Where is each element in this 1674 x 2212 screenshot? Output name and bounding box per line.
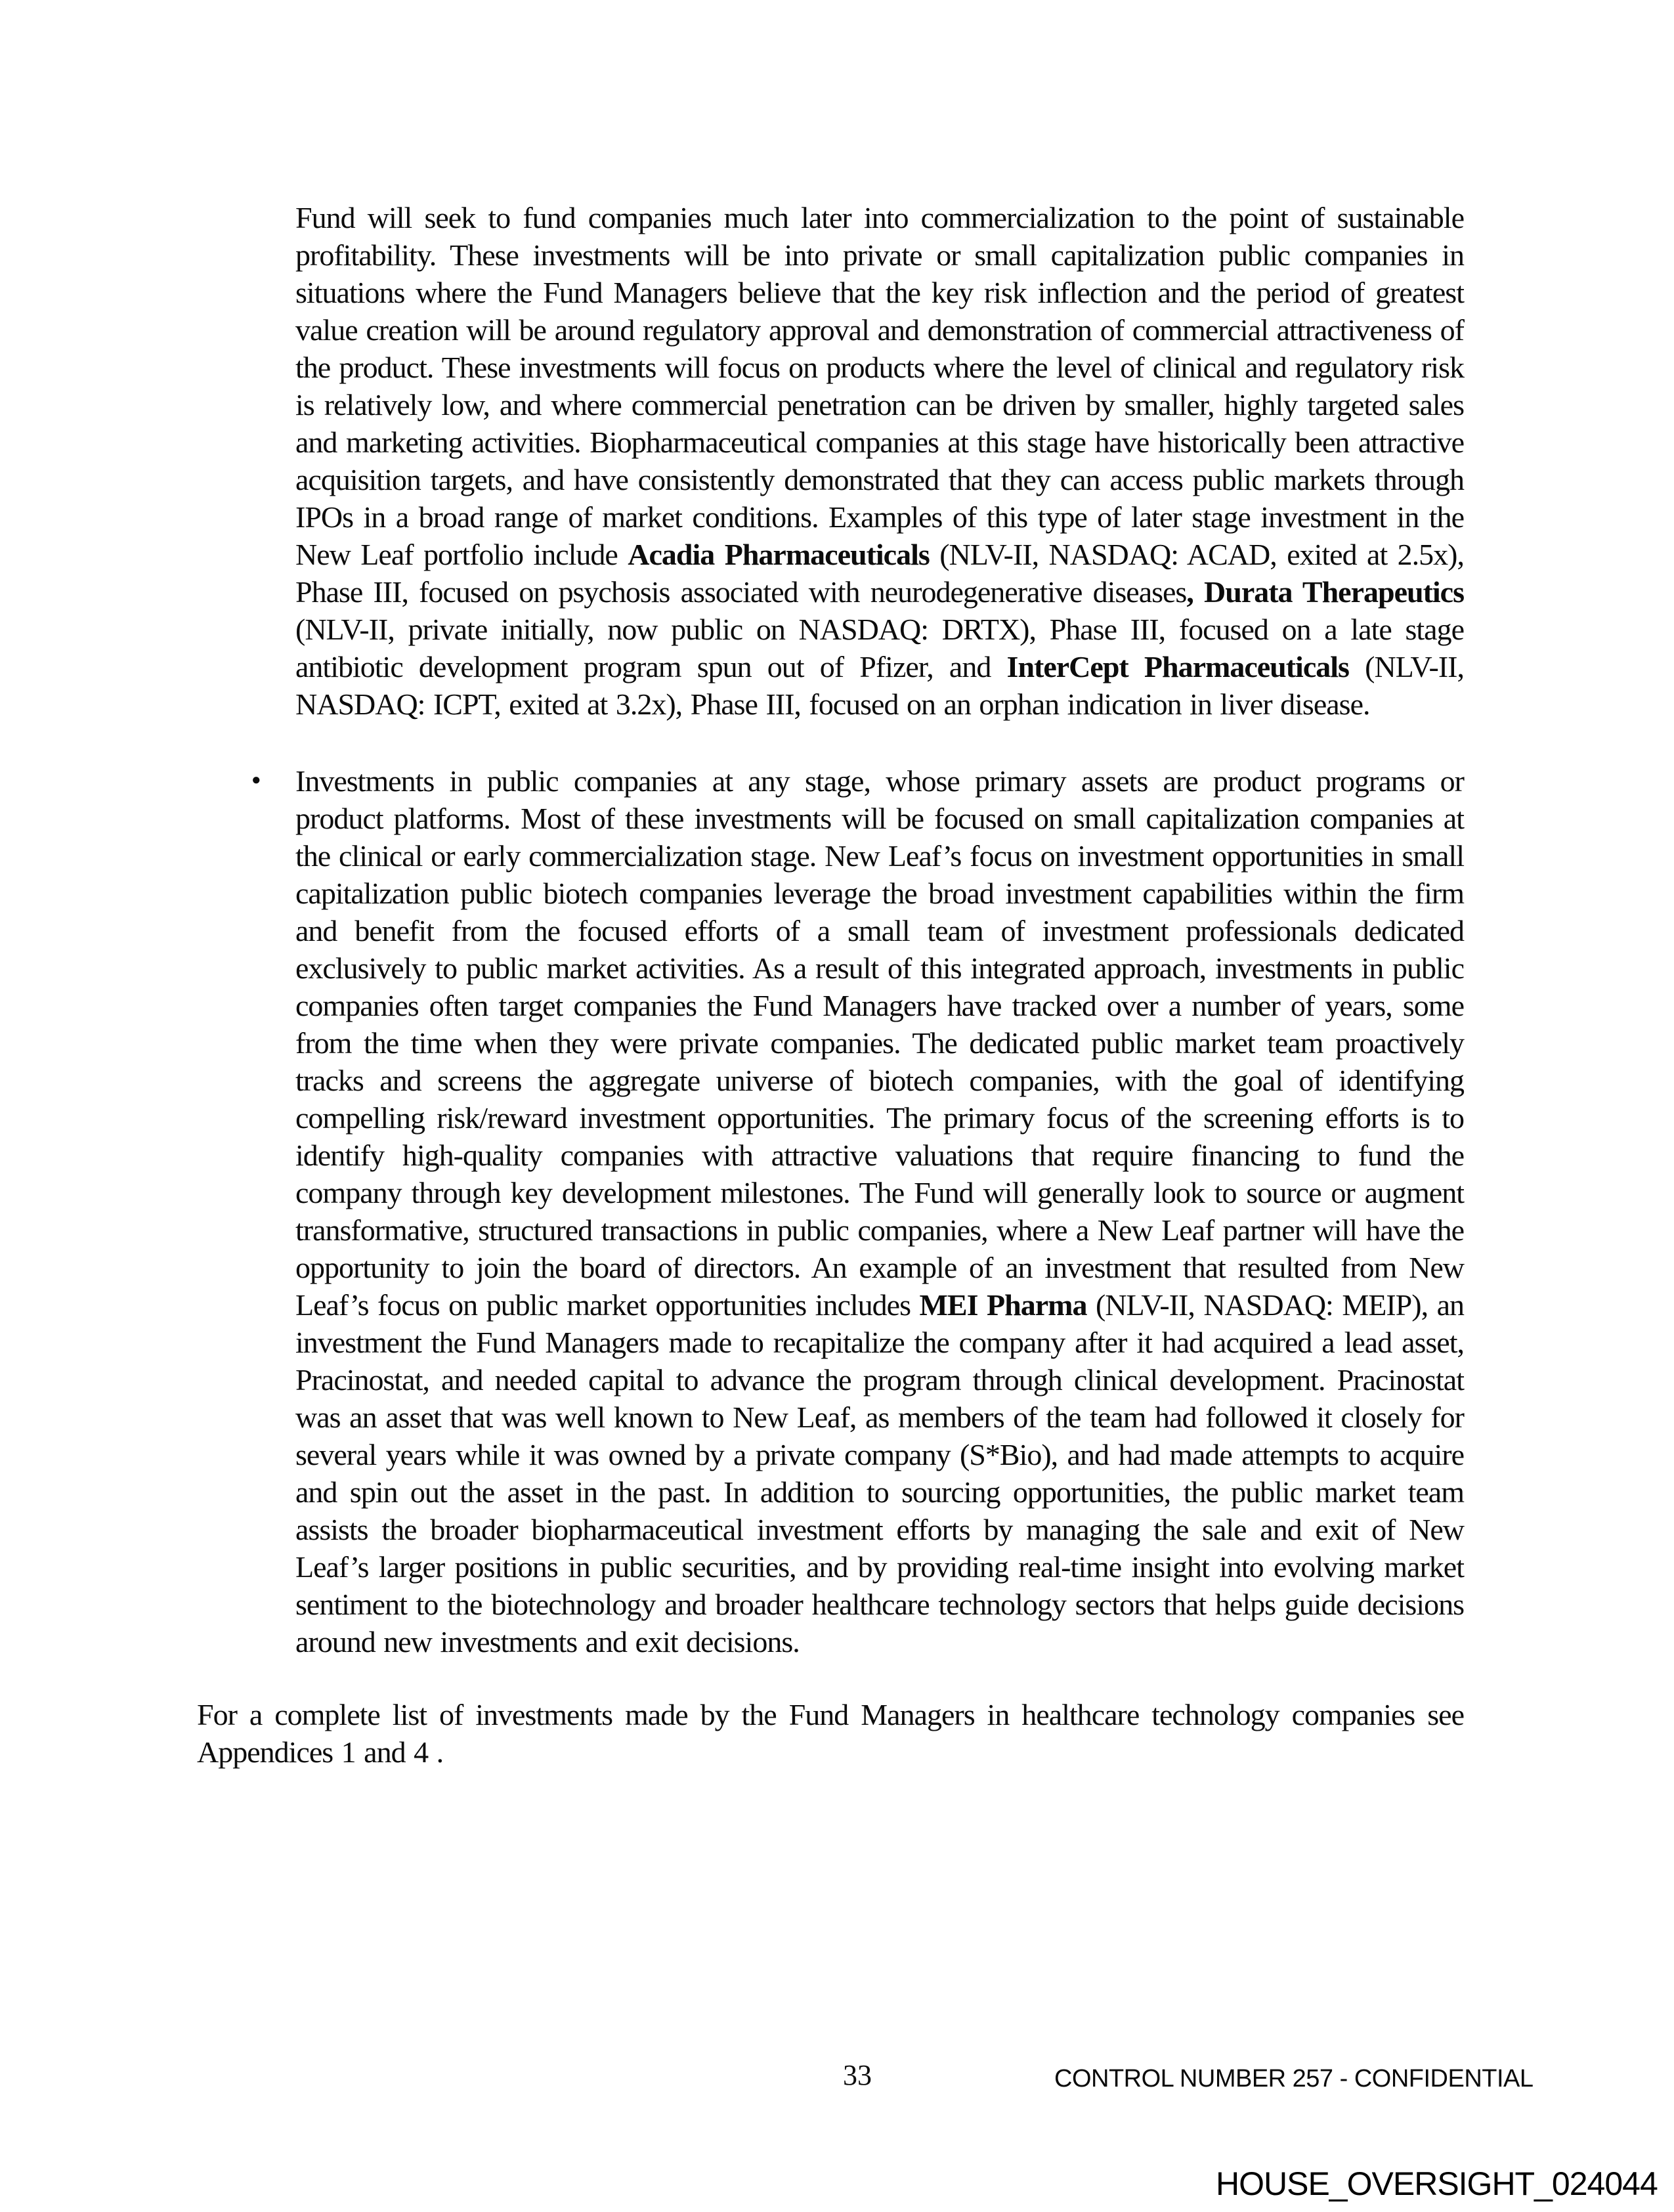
bullet-paragraph-text: Investments in public companies at any stage, whose primary assets are product programs or product platforms. Most of these investments will be focused on small capitalization companies at the clinical or early commercialization stage. New Leaf’s focus on investment opportunities in small capitalization public biotech companies leverage the broad investment capabilities within the firm and benefit from the focused efforts of a small team of investment professionals dedicated exclusively to public market activities. As a result of this integrated approach, investments in public companies often target companies the Fund Managers have tracked over a number of years, some from the time when they were private companies. The dedicated public market team proactively tracks and screens the aggregate universe of biotech companies, with the goal of identifying compelling risk/reward investment opportunities. The primary focus of the screening efforts is to identify high-quality companies with attractive valuations that require financing to fund the company through key development milestones. The Fund will generally look to source or augment transformative, structured transactions in public companies, where a New Leaf partner will have the opportunity to join the board of directors. An example of an investment that resulted from New Leaf’s focus on public market opportunities includes MEI Pharma (NLV-II, NASDAQ: MEIP), an investment the Fund Managers made to recapitalize the company after it had acquired a lead asset, Pracinostat, and needed capital to advance the program through clinical development. Pracinostat was an asset that was well known to New Leaf, as members of the team had followed it closely for several years while it was owned by a private company (S*Bio), and had made attempts to acquire and spin out the asset in the past. In addition to sourcing opportunities, the public market team assists the broader biopharmaceutical investment efforts by managing the sale and exit of New Leaf’s larger positions in public securities, and by providing real-time insight into evolving market sentiment to the biotechnology and broader healthcare technology sectors that helps guide decisions around new investments and exit decisions. <box>295 764 1465 1659</box>
page-number: 33 <box>843 2059 872 2091</box>
text-content <box>197 199 1464 1771</box>
bates-stamp: HOUSE_OVERSIGHT_024044 <box>1216 2165 1658 2202</box>
paragraph-closing: For a complete list of investments made by the Fund Managers in healthcare technology companies see Appendices 1 and 4 . <box>197 1698 1464 1769</box>
paragraph-continued: Fund will seek to fund companies much later into commercialization to the point of sustainable profitability. These investments will be into private or small capitalization public companies in situations where the Fund Managers believe that the key risk inflection and the period of greatest value creation will be around regulatory approval and demonstration of commercial attractiveness of the product. These investments will focus on products where the level of clinical and regulatory risk is relatively low, and where commercial penetration can be driven by smaller, highly targeted sales and marketing activities. Biopharmaceutical companies at this stage have historically been attractive acquisition targets, and have consistently demonstrated that they can access public markets through IPOs in a broad range of market conditions. Examples of this type of later stage investment in the New Leaf portfolio include Acadia Pharmaceuticals (NLV-II, NASDAQ: ACAD, exited at 2.5x), Phase III, focused on psychosis associated with neurodegenerative diseases, Durata Therapeutics (NLV-II, private initially, now public on NASDAQ: DRTX), Phase III, focused on a late stage antibiotic development program spun out of Pfizer, and InterCept Pharmaceuticals (NLV-II, NASDAQ: ICPT, exited at 3.2x), Phase III, focused on an orphan indication in liver disease. <box>295 201 1464 721</box>
bullet-list-item <box>251 762 1465 1660</box>
control-number-label: CONTROL NUMBER 257 - CONFIDENTIAL <box>1054 2065 1534 2093</box>
bullet-icon: ● <box>251 771 261 789</box>
